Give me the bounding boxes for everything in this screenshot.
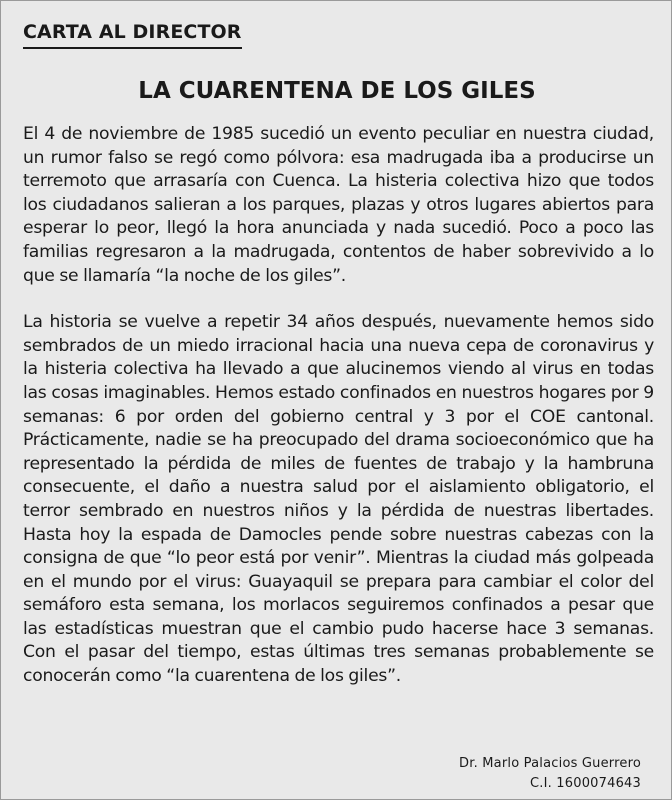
article-body bbox=[23, 123, 654, 689]
section-label: CARTA AL DIRECTOR bbox=[23, 21, 242, 49]
article-paragraph: La historia se vuelve a repetir 34 años después, nuevamente hemos sido sembrados de un miedo irracional hacia una nueva cepa de coronavirus y la histeria colectiva ha llevado a que alucinemos viendo al virus en todas las cosas imaginables. Hemos estado confinados en nuestros hogares por 9 semanas: 6 por orden del gobierno central y 3 por el COE cantonal. Prácticamente, nadie se ha preocupado del drama socioeconómico que ha representado la pérdida de miles de fuentes de trabajo y la hambruna consecuente, el daño a nuestra salud por el aislamiento obligatorio, el terror sembrado en nuestros niños y la pérdida de nuestras libertades. Hasta hoy la espada de Damocles pende sobre nuestras cabezas con la consigna de que “lo peor está por venir”. Mientras la ciudad más golpeada en el mundo por el virus: Guayaquil se prepara para cambiar el color del semáforo esta semana, los morlacos seguiremos confinados a pesar que las estadísticas muestran que el cambio pudo hacerse hace 3 semanas. Con el pasar del tiempo, estas últimas tres semanas probablemente se conocerán como “la cuarentena de los giles”. bbox=[23, 312, 654, 687]
article-title: LA CUARENTENA DE LOS GILES bbox=[138, 78, 536, 104]
signature-block bbox=[459, 754, 641, 794]
article-paragraph: El 4 de noviembre de 1985 sucedió un evento peculiar en nuestra ciudad, un rumor falso se regó como pólvora: esa madrugada iba a producirse un terremoto que arrasaría con Cuenca. La histeria colectiva hizo que todos los ciudadanos salieran a los parques, plazas y otros lugares abiertos para esperar lo peor, llegó la hora anunciada y nada sucedió. Poco a poco las familias regresaron a la madrugada, contentos de haber sobrevivido a lo que se llamaría “la noche de los giles”. bbox=[23, 124, 654, 286]
author-name: Dr. Marlo Palacios Guerrero bbox=[459, 756, 641, 771]
author-id: C.I. 1600074643 bbox=[529, 776, 641, 791]
